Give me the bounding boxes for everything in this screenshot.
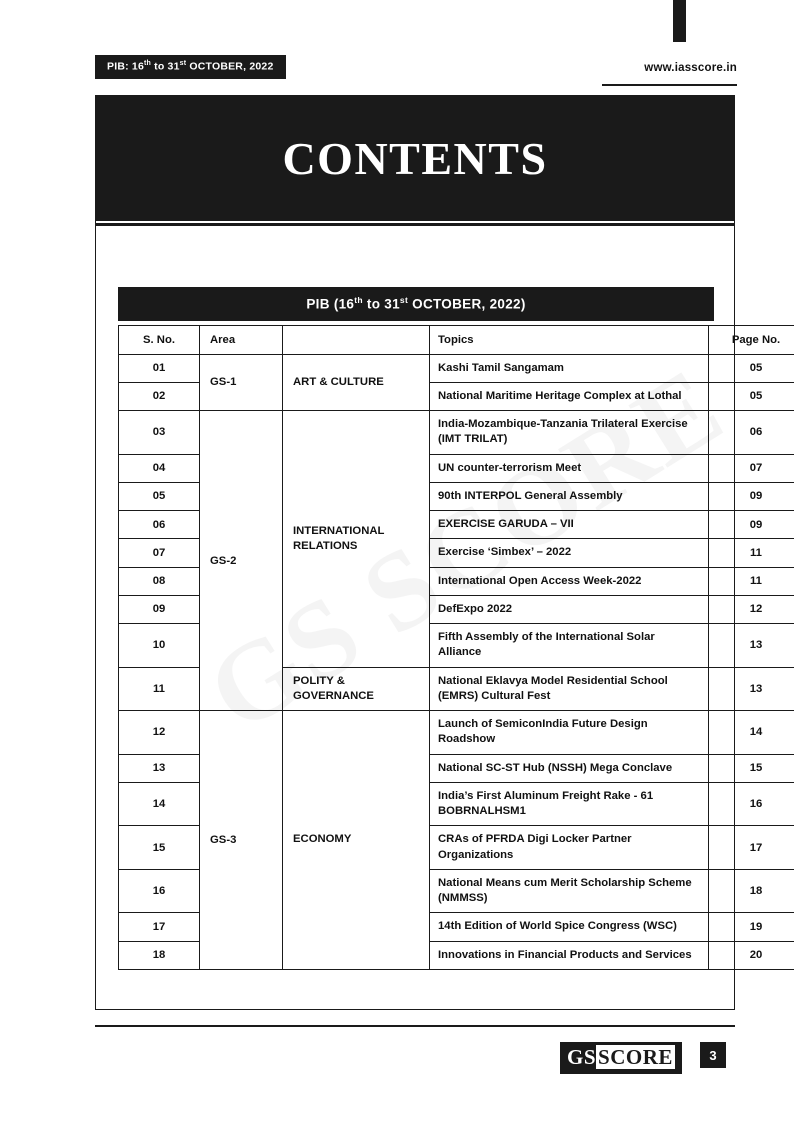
cell-page-number: 05 — [709, 382, 794, 410]
cell-topic[interactable]: India-Mozambique-Tanzania Trilateral Exercise (IMT TRILAT) — [430, 411, 709, 455]
toc-caption-sup-first: th — [354, 295, 363, 305]
cell-sno: 10 — [119, 624, 200, 668]
header-rule — [602, 84, 737, 86]
cell-topic[interactable]: CRAs of PFRDA Digi Locker Partner Organizations — [430, 826, 709, 870]
cell-topic[interactable]: Exercise ‘Simbex’ – 2022 — [430, 539, 709, 567]
cell-sno: 18 — [119, 941, 200, 969]
cell-sno: 11 — [119, 667, 200, 711]
cell-page-number: 07 — [709, 454, 794, 482]
cell-page-number: 05 — [709, 354, 794, 382]
column-header-category — [283, 325, 430, 354]
brand-logo — [560, 1042, 682, 1074]
cell-page-number: 13 — [709, 624, 794, 668]
table-header-row — [119, 325, 794, 354]
cell-topic[interactable]: National Means cum Merit Scholarship Scheme (NMMSS) — [430, 869, 709, 913]
cell-topic[interactable]: DefExpo 2022 — [430, 595, 709, 623]
cell-page-number: 11 — [709, 539, 794, 567]
table-row — [119, 411, 794, 455]
cell-page-number: 13 — [709, 667, 794, 711]
cell-topic[interactable]: Kashi Tamil Sangamam — [430, 354, 709, 382]
cell-topic[interactable]: National Eklavya Model Residential School (EMRS) Cultural Fest — [430, 667, 709, 711]
cell-sno: 01 — [119, 354, 200, 382]
cell-page-number: 09 — [709, 511, 794, 539]
brand-logo-score: SCORE — [598, 1045, 673, 1069]
cell-topic[interactable]: India’s First Aluminum Freight Rake - 61 BOBRNALHSM1 — [430, 782, 709, 826]
page-title: CONTENTS — [282, 133, 548, 184]
column-header-topics: Topics — [430, 325, 709, 354]
cell-sno: 07 — [119, 539, 200, 567]
cell-page-number: 20 — [709, 941, 794, 969]
banner-underline — [96, 223, 734, 226]
cell-sno: 12 — [119, 711, 200, 755]
cell-page-number: 11 — [709, 567, 794, 595]
cell-sno: 02 — [119, 382, 200, 410]
cell-category: ECONOMY — [283, 711, 430, 970]
header-issue-prefix: PIB: 16 — [107, 60, 144, 73]
cell-category: POLITY & GOVERNANCE — [283, 667, 430, 711]
page-header — [0, 0, 794, 92]
header-issue-mid: to 31 — [151, 60, 180, 73]
cell-sno: 14 — [119, 782, 200, 826]
cell-topic[interactable]: EXERCISE GARUDA – VII — [430, 511, 709, 539]
content-frame — [95, 95, 781, 1010]
cell-sno: 03 — [119, 411, 200, 455]
cell-topic[interactable]: 90th INTERPOL General Assembly — [430, 482, 709, 510]
brand-logo-gs: GS — [567, 1045, 597, 1069]
cell-topic[interactable]: International Open Access Week-2022 — [430, 567, 709, 595]
toc-caption-suffix: OCTOBER, 2022) — [408, 296, 526, 312]
cell-sno: 06 — [119, 511, 200, 539]
cell-page-number: 09 — [709, 482, 794, 510]
cell-sno: 15 — [119, 826, 200, 870]
footer-rule — [95, 1025, 735, 1027]
cell-sno: 13 — [119, 754, 200, 782]
cell-sno: 04 — [119, 454, 200, 482]
column-header-page: Page No. — [709, 325, 794, 354]
cell-page-number: 15 — [709, 754, 794, 782]
cell-area: GS-1 — [200, 354, 283, 411]
cell-page-number: 14 — [709, 711, 794, 755]
header-website-url[interactable]: www.iasscore.in — [644, 62, 737, 74]
header-issue-sup-first: th — [144, 60, 152, 67]
table-row — [119, 354, 794, 382]
cell-category: INTERNATIONAL RELATIONS — [283, 411, 430, 668]
column-header-sno: S. No. — [119, 325, 200, 354]
cell-page-number: 17 — [709, 826, 794, 870]
cell-sno: 09 — [119, 595, 200, 623]
cell-area: GS-2 — [200, 411, 283, 711]
cell-topic[interactable]: Innovations in Financial Products and Services — [430, 941, 709, 969]
cell-sno: 17 — [119, 913, 200, 941]
cell-topic[interactable]: Launch of SemiconIndia Future Design Roadshow — [430, 711, 709, 755]
cell-sno: 05 — [119, 482, 200, 510]
cell-category: ART & CULTURE — [283, 354, 430, 411]
toc-table-body — [119, 354, 794, 969]
toc-caption-mid: to 31 — [362, 296, 400, 312]
cell-topic[interactable]: UN counter-terrorism Meet — [430, 454, 709, 482]
column-header-area: Area — [200, 325, 283, 354]
page-number-badge: 3 — [700, 1042, 726, 1068]
cell-topic[interactable]: National SC-ST Hub (NSSH) Mega Conclave — [430, 754, 709, 782]
toc-table-head — [119, 325, 794, 354]
toc-caption-sup-second: st — [399, 295, 409, 305]
table-row — [119, 711, 794, 755]
header-issue-suffix: OCTOBER, 2022 — [186, 60, 274, 73]
toc-caption — [118, 287, 714, 321]
header-issue-sup-second: st — [179, 60, 187, 67]
cell-page-number: 16 — [709, 782, 794, 826]
cell-page-number: 19 — [709, 913, 794, 941]
cell-topic[interactable]: Fifth Assembly of the International Solar Alliance — [430, 624, 709, 668]
cell-sno: 08 — [119, 567, 200, 595]
header-issue-tab — [95, 55, 286, 79]
cell-topic[interactable]: 14th Edition of World Spice Congress (WSC) — [430, 913, 709, 941]
table-of-contents — [118, 287, 781, 970]
cell-topic[interactable]: National Maritime Heritage Complex at Lothal — [430, 382, 709, 410]
toc-caption-prefix: PIB (16 — [306, 296, 355, 312]
cell-page-number: 18 — [709, 869, 794, 913]
cell-page-number: 12 — [709, 595, 794, 623]
header-decorative-bar — [673, 0, 686, 42]
cell-sno: 16 — [119, 869, 200, 913]
contents-banner — [96, 96, 734, 221]
cell-area: GS-3 — [200, 711, 283, 970]
cell-page-number: 06 — [709, 411, 794, 455]
toc-table — [118, 325, 794, 970]
